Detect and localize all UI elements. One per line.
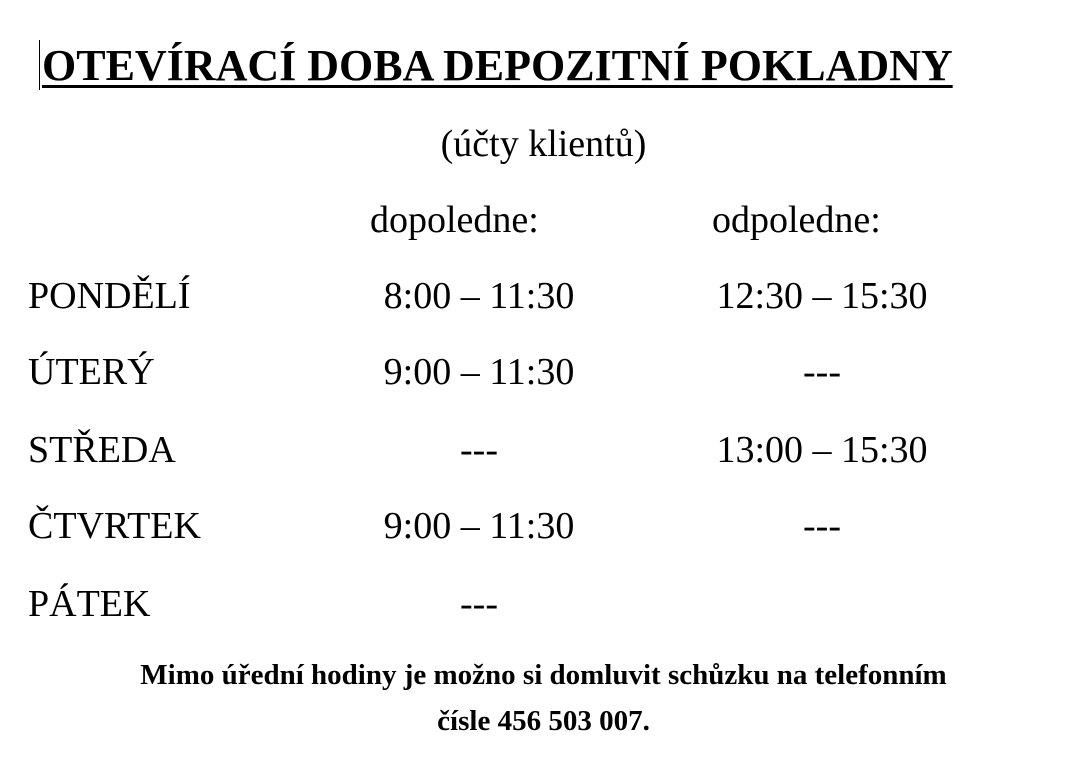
schedule-row-friday — [0, 576, 1087, 632]
day-label: ČTVRTEK — [28, 505, 201, 547]
schedule-row-monday — [0, 268, 1087, 324]
afternoon-hours: 13:00 – 15:30 — [716, 429, 928, 471]
text-cursor — [39, 40, 40, 90]
morning-hours: --- — [460, 583, 498, 625]
day-label: ÚTERÝ — [28, 351, 155, 393]
schedule-row-wednesday — [0, 422, 1087, 478]
note-line-1: Mimo úřední hodiny je možno si domluvit schůzku na telefonním — [140, 659, 947, 691]
morning-hours: 9:00 – 11:30 — [383, 351, 575, 393]
column-header-afternoon: odpoledne: — [712, 199, 881, 241]
morning-hours: 8:00 – 11:30 — [383, 275, 575, 317]
appointment-note — [0, 652, 1087, 744]
day-label: STŘEDA — [28, 429, 176, 471]
note-line-2: čísle 456 503 007. — [437, 705, 650, 737]
morning-hours: 9:00 – 11:30 — [383, 505, 575, 547]
day-label: PÁTEK — [28, 583, 151, 625]
column-header-morning: dopoledne: — [370, 199, 539, 241]
afternoon-hours: --- — [803, 505, 841, 547]
document-subtitle: (účty klientů) — [440, 123, 647, 165]
document-title: OTEVÍRACÍ DOBA DEPOZITNÍ POKLADNY — [42, 41, 953, 90]
afternoon-hours: --- — [803, 351, 841, 393]
schedule-row-tuesday — [0, 344, 1087, 400]
day-label: PONDĚLÍ — [28, 275, 191, 317]
morning-hours: --- — [460, 429, 498, 471]
schedule-row-thursday — [0, 498, 1087, 554]
afternoon-hours: 12:30 – 15:30 — [716, 275, 928, 317]
